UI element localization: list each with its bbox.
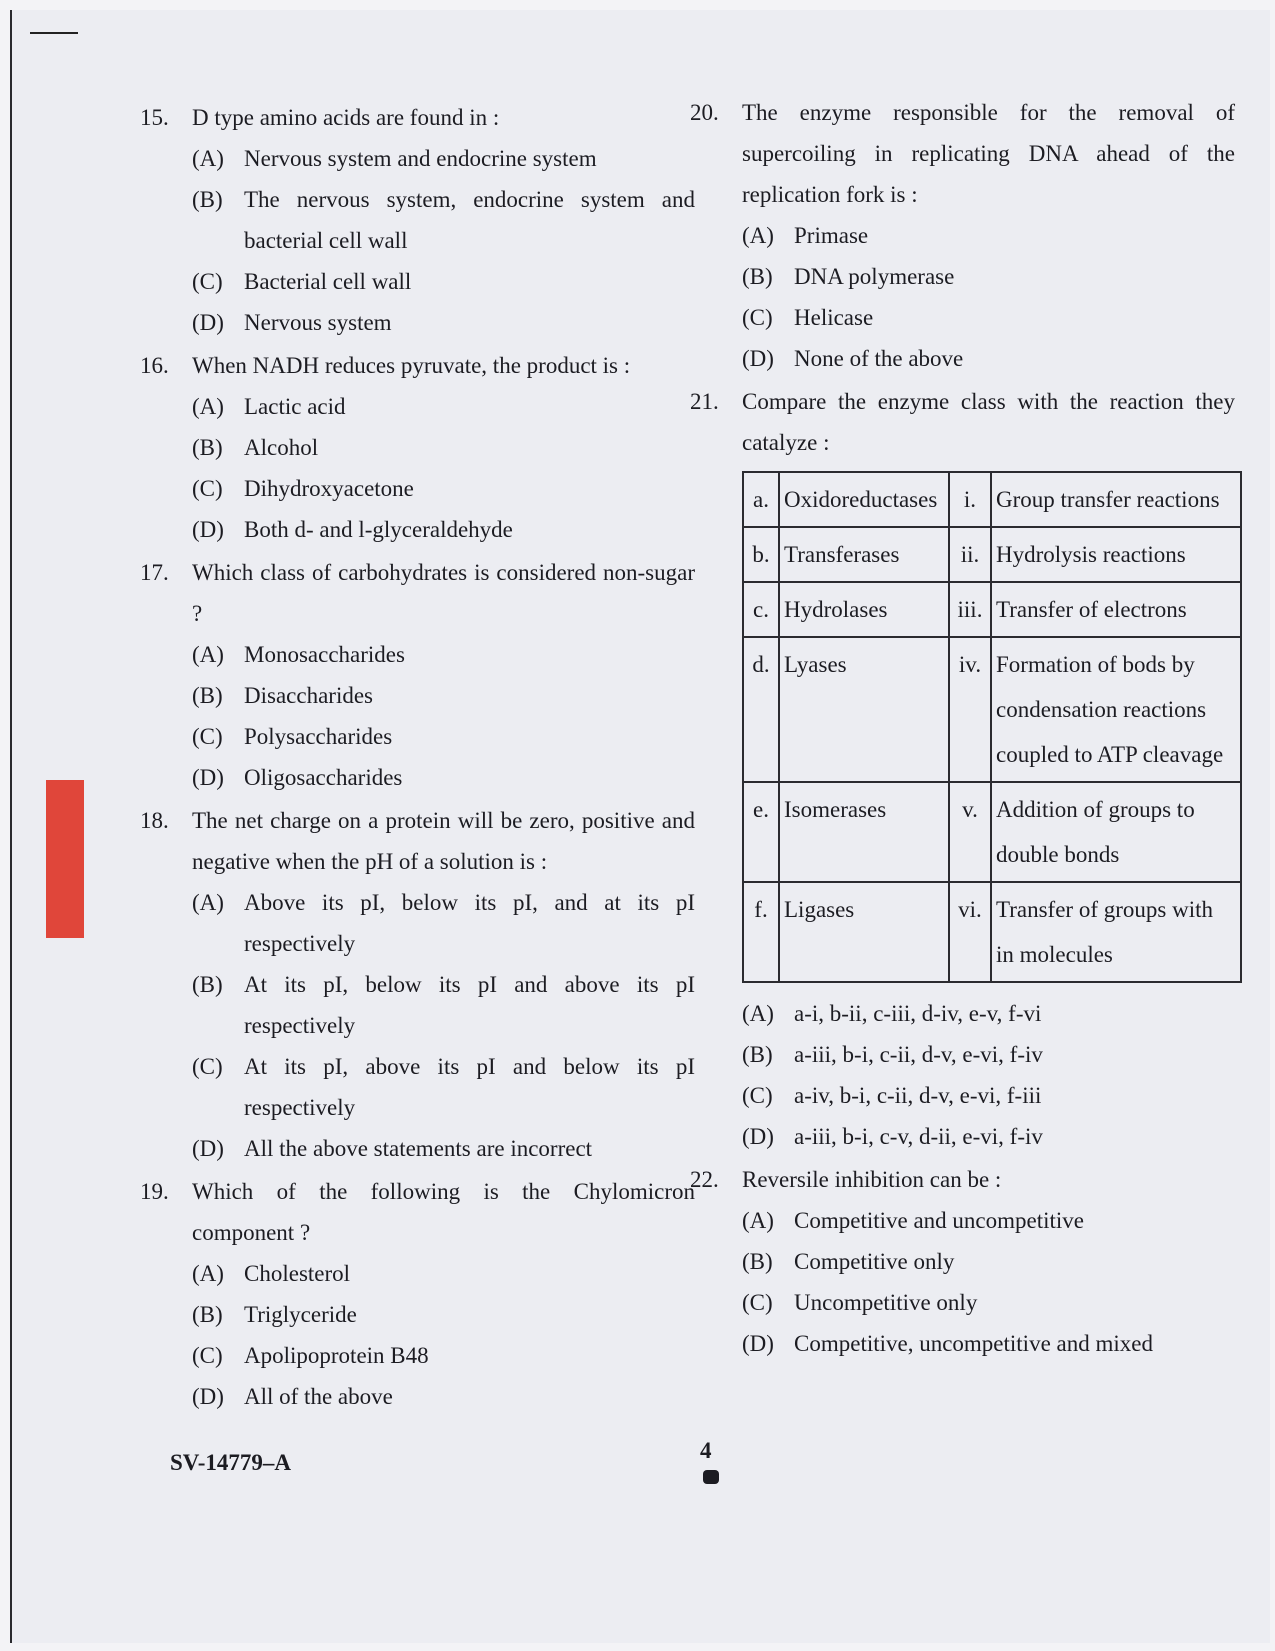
question-number: 20. xyxy=(690,100,719,125)
option: (C) Bacterial cell wall xyxy=(192,269,412,294)
table-row: d. Lyases iv. Formation of bods by condensation reactions coupled to ATP cleavage xyxy=(743,637,1241,782)
option: (C) Dihydroxyacetone xyxy=(192,476,414,501)
page-number: 4 xyxy=(700,1438,712,1463)
option: (C) Uncompetitive only xyxy=(742,1290,978,1315)
question-20 xyxy=(690,92,1235,379)
matching-table xyxy=(742,471,1242,983)
question-21 xyxy=(690,381,1235,1157)
option: (D) All the above statements are incorrect xyxy=(192,1136,593,1161)
option: (C) a-iv, b-i, c-ii, d-v, e-vi, f-iii xyxy=(742,1083,1042,1108)
question-number: 18. xyxy=(140,808,169,833)
option: (A) Competitive and uncompetitive xyxy=(742,1208,1084,1233)
question-number: 21. xyxy=(690,389,719,414)
question-number: 17. xyxy=(140,560,169,585)
option: (D) Oligosaccharides xyxy=(192,765,403,790)
page-marker-dot xyxy=(703,1470,719,1484)
option: (A) Monosaccharides xyxy=(192,642,405,667)
option: (D) Both d- and l-glyceraldehyde xyxy=(192,517,513,542)
table-row: f. Ligases vi. Transfer of groups with in molecules xyxy=(743,882,1241,982)
question-text: Compare the enzyme class with the reaction they catalyze : xyxy=(742,389,1235,455)
option: (C) Apolipoprotein B48 xyxy=(192,1343,429,1368)
option: (B) a-iii, b-i, c-ii, d-v, e-vi, f-iv xyxy=(742,1042,1043,1067)
option: (A) Nervous system and endocrine system xyxy=(192,146,597,171)
option: (B) The nervous system, endocrine system and bacterial cell wall xyxy=(192,187,695,253)
question-text: Reversile inhibition can be : xyxy=(742,1167,1002,1192)
question-number: 16. xyxy=(140,353,169,378)
option: (B) Competitive only xyxy=(742,1249,955,1274)
question-number: 22. xyxy=(690,1167,719,1192)
option: (B) Triglyceride xyxy=(192,1302,357,1327)
question-text: D type amino acids are found in : xyxy=(192,105,500,130)
question-text: Which of the following is the Chylomicron component ? xyxy=(192,1179,695,1245)
option: (B) DNA polymerase xyxy=(742,264,955,289)
option: (B) Alcohol xyxy=(192,435,319,460)
option: (D) None of the above xyxy=(742,346,964,371)
option: (A) a-i, b-ii, c-iii, d-iv, e-v, f-vi xyxy=(742,1001,1042,1026)
option: (B) Disaccharides xyxy=(192,683,373,708)
question-16 xyxy=(140,345,695,550)
question-number: 19. xyxy=(140,1179,169,1204)
option: (C) At its pI, above its pI and below its pI respectively xyxy=(192,1054,695,1120)
question-text: When NADH reduces pyruvate, the product is : xyxy=(192,353,631,378)
option: (A) Lactic acid xyxy=(192,394,346,419)
option: (D) Competitive, uncompetitive and mixed xyxy=(742,1331,1153,1356)
option: (C) Polysaccharides xyxy=(192,724,393,749)
question-text: Which class of carbohydrates is considered non-sugar ? xyxy=(192,560,695,626)
question-17 xyxy=(140,552,695,798)
option: (D) All of the above xyxy=(192,1384,393,1409)
option: (D) a-iii, b-i, c-v, d-ii, e-vi, f-iv xyxy=(742,1124,1043,1149)
left-column xyxy=(140,97,695,1419)
table-row: b. Transferases ii. Hydrolysis reactions xyxy=(743,527,1241,582)
question-15 xyxy=(140,97,695,343)
option: (A) Above its pI, below its pI, and at its pI respectively xyxy=(192,890,695,956)
option: (C) Helicase xyxy=(742,305,874,330)
option: (D) Nervous system xyxy=(192,310,392,335)
booklet-code: SV-14779–A xyxy=(170,1450,291,1475)
question-text: The net charge on a protein will be zero, positive and negative when the pH of a solution is : xyxy=(192,808,695,874)
table-row: e. Isomerases v. Addition of groups to double bonds xyxy=(743,782,1241,882)
right-column xyxy=(690,92,1235,1366)
question-number: 15. xyxy=(140,105,169,130)
option: (A) Primase xyxy=(742,223,869,248)
option: (B) At its pI, below its pI and above its pI respectively xyxy=(192,972,695,1038)
option: (A) Cholesterol xyxy=(192,1261,351,1286)
question-22 xyxy=(690,1159,1235,1364)
question-18 xyxy=(140,800,695,1169)
table-row: c. Hydrolases iii. Transfer of electrons xyxy=(743,582,1241,637)
question-text: The enzyme responsible for the removal of supercoiling in replicating DNA ahead of the replication fork is : xyxy=(742,100,1235,207)
question-19 xyxy=(140,1171,695,1417)
table-row: a. Oxidoreductases i. Group transfer reactions xyxy=(743,472,1241,527)
